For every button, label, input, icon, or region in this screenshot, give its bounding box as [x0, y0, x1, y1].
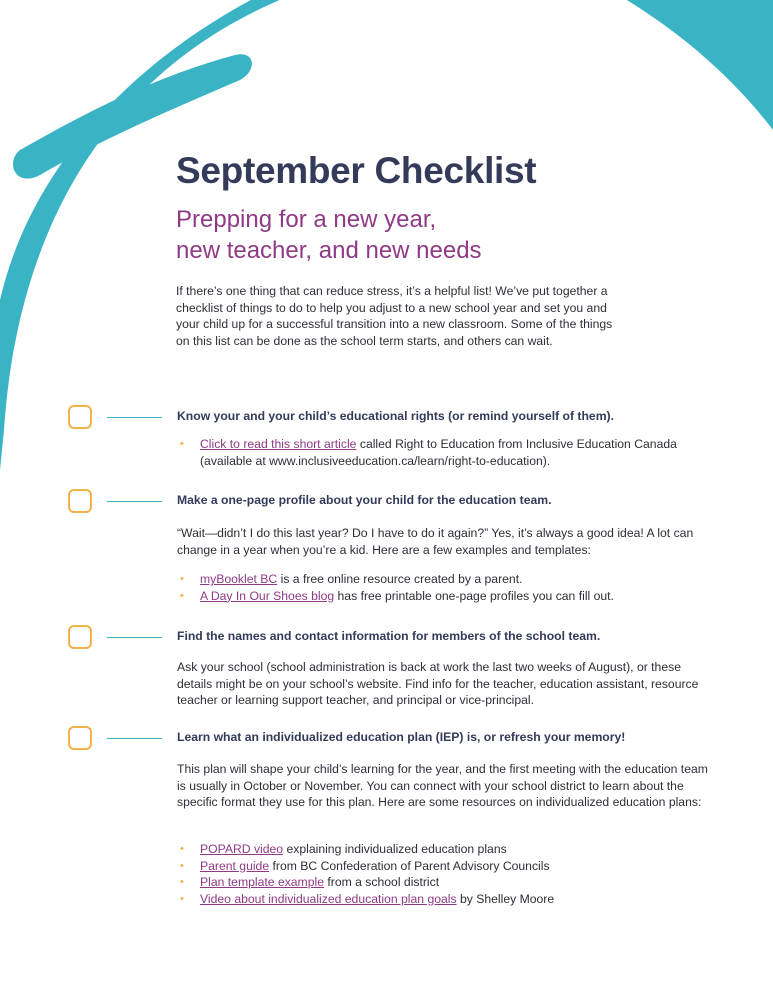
- list-item-text: from BC Confederation of Parent Advisory Councils: [269, 858, 550, 873]
- resource-list: [180, 571, 700, 604]
- plan-template-link[interactable]: Plan template example: [200, 875, 324, 889]
- bullet-icon: •: [180, 843, 184, 855]
- list-item-text: by Shelley Moore: [456, 891, 555, 906]
- bullet-icon: •: [180, 438, 184, 450]
- list-item-text: is a free online resource created by a parent.: [277, 572, 523, 586]
- checklist-heading: Make a one-page profile about your child for the education team.: [177, 493, 552, 507]
- checkbox[interactable]: [68, 405, 92, 429]
- connector-line: [107, 417, 162, 418]
- list-item: [180, 874, 700, 891]
- bullet-icon: •: [180, 859, 184, 872]
- page-title: September Checklist: [176, 150, 537, 191]
- day-in-our-shoes-link[interactable]: A Day In Our Shoes blog: [200, 588, 335, 603]
- list-item-text: from a school district: [323, 875, 440, 889]
- checklist-paragraph: Ask your school (school administration is back at work the last two weeks of August), or these details might be on your school’s website. Find info for the teacher, education assistant, resource teacher or learning support teacher, and principal or vice-principal.: [177, 660, 699, 707]
- page-subtitle: [176, 204, 696, 266]
- list-item: [180, 571, 700, 588]
- checkbox[interactable]: [68, 489, 92, 513]
- connector-line: [107, 501, 162, 502]
- list-item: [180, 436, 700, 469]
- checkbox[interactable]: [68, 625, 92, 649]
- resource-list: [180, 436, 700, 469]
- intro-paragraph: If there’s one thing that can reduce stress, it’s a helpful list! We’ve put together a checklist of things to do to help you adjust to a new school year and set you and your child up for a successful transition into a new classroom. Some of the things on this list can be done as the school term starts, and others can wait.: [176, 284, 613, 348]
- connector-line: [107, 738, 162, 739]
- mybooklet-link[interactable]: myBooklet BC: [200, 572, 278, 586]
- resource-list: [180, 841, 700, 907]
- checklist-paragraph: “Wait—didn’t I do this last year? Do I have to do it again?” Yes, it’s always a good idea! A lot can change in a year when you’re a kid. Here are a few examples and templates:: [177, 526, 694, 557]
- article-link[interactable]: Click to read this short article: [200, 437, 357, 451]
- subtitle-line-1: Prepping for a new year,: [176, 206, 437, 233]
- connector-line: [107, 637, 162, 638]
- checklist-heading: Find the names and contact information for members of the school team.: [177, 629, 601, 643]
- parent-guide-link[interactable]: Parent guide: [200, 858, 270, 873]
- list-item-text: has free printable one-page profiles you can fill out.: [334, 588, 614, 603]
- iep-goals-video-link[interactable]: Video about individualized education plan goals: [200, 891, 457, 906]
- popard-video-link[interactable]: POPARD video: [200, 842, 284, 856]
- list-item: [180, 891, 700, 908]
- bullet-icon: •: [180, 892, 184, 905]
- checklist-heading: Know your and your child’s educational rights (or remind yourself of them).: [177, 409, 614, 423]
- list-item: [180, 841, 700, 858]
- bullet-icon: •: [180, 876, 184, 888]
- bullet-icon: •: [180, 589, 184, 602]
- checkbox[interactable]: [68, 726, 92, 750]
- list-item: [180, 588, 700, 605]
- list-item-text: explaining individualized education plans: [283, 842, 507, 856]
- checklist-heading: Learn what an individualized education plan (IEP) is, or refresh your memory!: [177, 730, 626, 744]
- checklist-paragraph: This plan will shape your child’s learning for the year, and the first meeting with the education team is usually in October or November. You can connect with your school district to learn about the specific format they use for this plan. Here are some resources on individualized education plans:: [177, 762, 708, 809]
- list-item: [180, 858, 700, 875]
- list-item-text: called Right to Education from Inclusive Education Canada (available at www.inclusiveeducation.ca/learn/right-to-education).: [200, 437, 677, 468]
- subtitle-line-2: new teacher, and new needs: [176, 237, 482, 264]
- bullet-icon: •: [180, 573, 184, 585]
